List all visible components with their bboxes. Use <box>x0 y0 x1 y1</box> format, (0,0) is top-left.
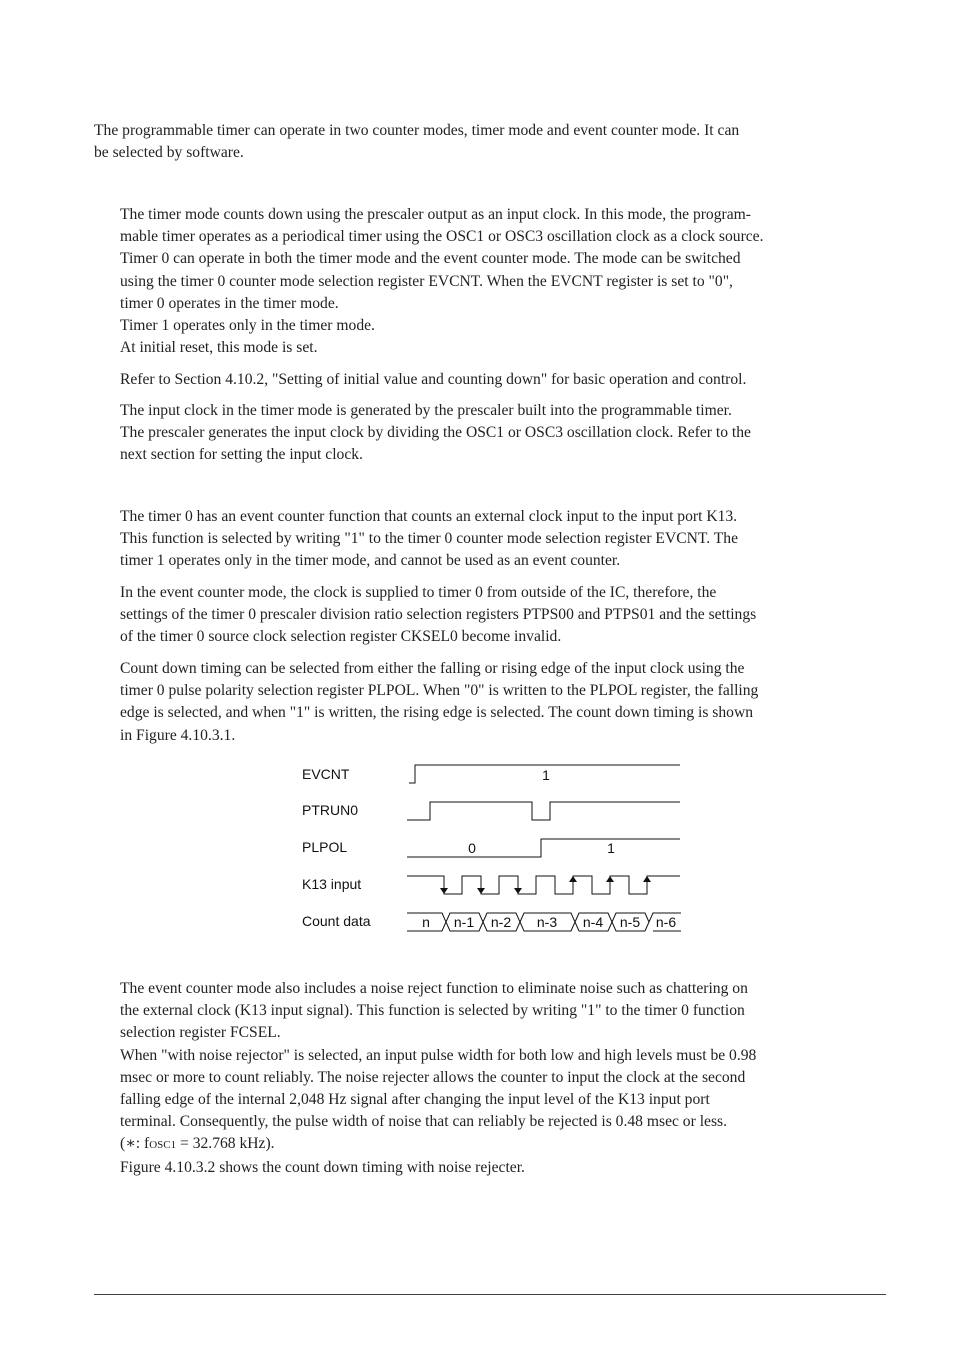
plpol-waveform <box>407 839 680 857</box>
footer-rule <box>94 1294 886 1295</box>
k13-waveform <box>407 876 680 894</box>
signal-label-k13-input: K13 input <box>302 876 362 892</box>
count-value: n-3 <box>536 914 558 930</box>
signal-label-count-data: Count data <box>302 913 371 929</box>
timer-mode-paragraph: The timer mode counts down using the prescaler output as an input clock. In this mode, the program- mable timer operates as a periodical timer using the OSC1 or OSC3 oscillation clock as a clock source. Timer 0 can operate in both the timer mode and the event counter mode. The mode can be switched using the timer 0 counter mode selection register EVCNT. When the EVCNT register is set to "0", timer 0 operates in the timer mode. Timer 1 operates only in the timer mode. At initial reset, this mode is set. <box>120 206 764 357</box>
timer-mode-prescaler-paragraph: The input clock in the timer mode is generated by the prescaler built into the programmable timer. The prescaler generates the input clock by dividing the OSC1 or OSC3 oscillation clock. Refer to the next section for setting the input clock. <box>120 402 751 464</box>
count-value: n <box>422 914 430 930</box>
signal-label-evcnt: EVCNT <box>302 766 350 782</box>
signal-label-ptrun0: PTRUN0 <box>302 802 359 818</box>
k13-rising-edge-arrow <box>569 876 577 882</box>
timer-mode-reference: Refer to Section 4.10.2, "Setting of initial value and counting down" for basic operation and control. <box>120 371 747 388</box>
count-value: n-4 <box>582 914 604 930</box>
plpol-value-1: 1 <box>607 840 615 856</box>
event-mode-clock-paragraph: In the event counter mode, the clock is supplied to timer 0 from outside of the IC, therefore, the settings of the timer 0 prescaler division ratio selection registers PTPS00 and PTPS01 and the settings of the timer 0 source clock selection register CKSEL0 become invalid. <box>120 584 757 646</box>
count-value: n-6 <box>655 914 677 930</box>
count-data-bus <box>407 913 446 931</box>
event-mode-polarity-paragraph: Count down timing can be selected from either the falling or rising edge of the input clock using the timer 0 pulse polarity selection register PLPOL. When "0" is written to the PLPOL register, the falling edge is selected, and when "1" is written, the rising edge is selected. The count down timing is shown in Figure 4.10.3.1. <box>120 660 759 744</box>
count-value: n-5 <box>619 914 641 930</box>
signal-label-plpol: PLPOL <box>302 839 348 855</box>
evcnt-waveform <box>409 765 680 783</box>
evcnt-value: 1 <box>542 767 550 783</box>
plpol-value-0: 0 <box>468 840 476 856</box>
intro-paragraph: The programmable timer can operate in two counter modes, timer mode and event counter mode. It can be selected by software. <box>94 122 740 162</box>
ptrun0-waveform <box>407 802 680 820</box>
event-mode-paragraph: The timer 0 has an event counter function that counts an external clock input to the input port K13. This function is selected by writing "1" to the timer 0 counter mode selection register EVCNT. The timer 1 operates only in the timer mode, and cannot be used as an event counter. <box>120 508 738 570</box>
count-value: n-2 <box>490 914 512 930</box>
footnote-osc1: (∗: fOSC1 = 32.768 kHz). <box>120 1135 275 1153</box>
noise-reject-paragraph: The event counter mode also includes a noise reject function to eliminate noise such as chattering on the external clock (K13 input signal). This function is selected by writing "1" to the timer 0 function selection register FCSEL. When "with noise rejector" is selected, an input pulse width for both low and high levels must be 0.98 msec or more to count reliably. The noise rejecter allows the counter to input the clock at the second falling edge of the internal 2,048 Hz signal after changing the input level of the K13 input port terminal. Consequently, the pulse width of noise that can reliably be rejected is 0.48 msec or less. (∗: fOSC1 = 32.768 kHz). Figure 4.10.3.2 shows the count down timing with noise rejecter. <box>120 980 757 1176</box>
count-value: n-1 <box>453 914 475 930</box>
k13-falling-edge-arrow <box>440 888 448 894</box>
